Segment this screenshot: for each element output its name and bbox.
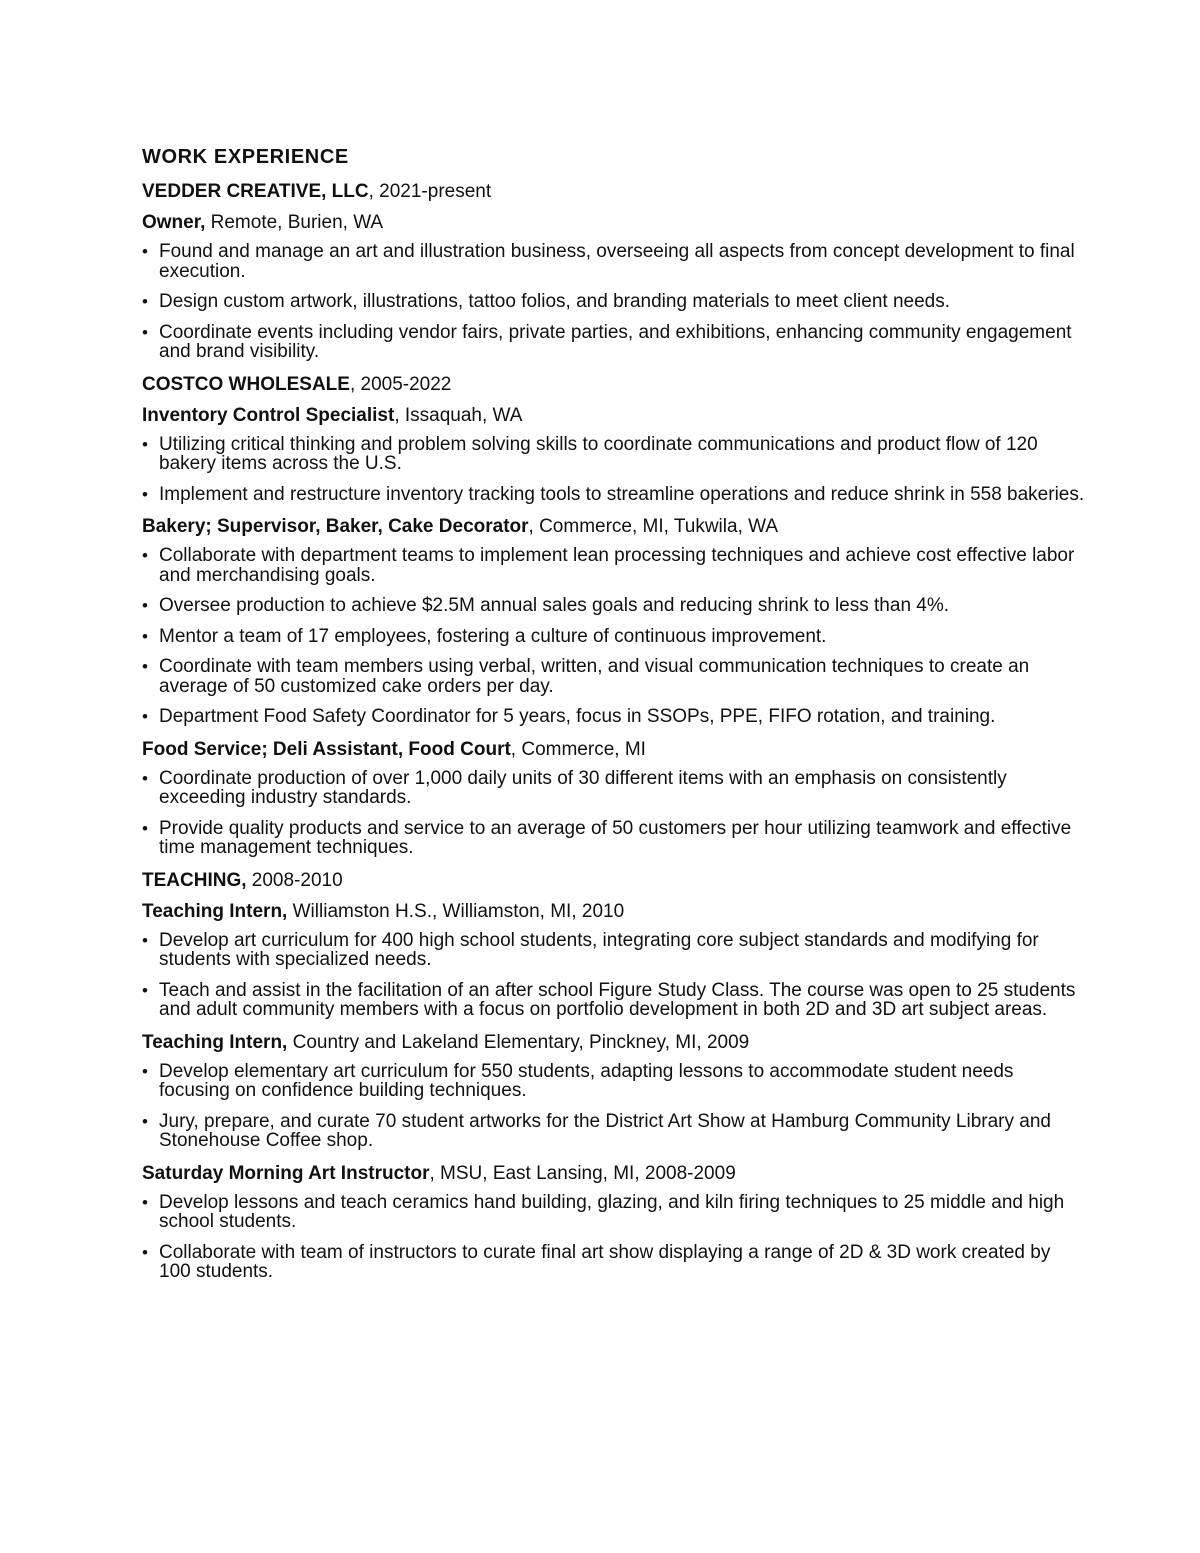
bullet-item: • Oversee production to achieve $2.5M annual sales goals and reducing shrink to less than 4%. (142, 596, 1087, 616)
employer-dates: , 2021-present (368, 181, 492, 202)
bullet-item: • Jury, prepare, and curate 70 student artworks for the District Art Show at Hamburg Community Library and Stonehouse Coffee shop. (142, 1112, 1087, 1151)
role-title: Saturday Morning Art Instructor (142, 1162, 430, 1184)
role-heading-food-service (142, 738, 1087, 762)
role-heading-williamston (142, 900, 1087, 924)
bullet-item: • Develop lessons and teach ceramics hand building, glazing, and kiln firing techniques to 25 middle and high school students. (142, 1193, 1087, 1232)
bullet-item: • Utilizing critical thinking and problem solving skills to coordinate communications and product flow of 120 bakery items across the U.S. (142, 435, 1087, 474)
bullet-item: • Found and manage an art and illustration business, overseeing all aspects from concept development to final execution. (142, 242, 1087, 281)
employer-name: COSTCO WHOLESALE (142, 373, 350, 395)
employer-name: TEACHING, (142, 869, 247, 891)
role-heading-owner (142, 211, 1087, 235)
bullet-item: • Develop art curriculum for 400 high school students, integrating core subject standards and modifying for students with specialized needs. (142, 931, 1087, 970)
role-heading-bakery (142, 515, 1087, 539)
role-title: Teaching Intern, (142, 900, 288, 922)
bullet-item: • Coordinate with team members using verbal, written, and visual communication techniques to create an average of 50 customized cake orders per day. (142, 657, 1087, 696)
bullet-item: • Develop elementary art curriculum for 550 students, adapting lessons to accommodate student needs focusing on confidence building techniques. (142, 1062, 1087, 1101)
role-heading-msu (142, 1162, 1087, 1186)
bullet-item: • Implement and restructure inventory tracking tools to streamline operations and reduce shrink in 558 bakeries. (142, 485, 1087, 505)
bullet-list (142, 931, 1087, 1020)
role-location: Remote, Burien, WA (205, 212, 384, 233)
bullet-item: • Mentor a team of 17 employees, fostering a culture of continuous improvement. (142, 627, 1087, 647)
bullet-item: • Provide quality products and service to an average of 50 customers per hour utilizing teamwork and effective time management techniques. (142, 819, 1087, 858)
role-title: Bakery; Supervisor, Baker, Cake Decorator (142, 516, 529, 537)
bullet-list (142, 1193, 1087, 1282)
role-location: , Commerce, MI (510, 738, 646, 760)
role-heading-pinckney (142, 1031, 1087, 1055)
role-title: Teaching Intern, (142, 1031, 288, 1053)
role-heading-inventory (142, 404, 1087, 428)
bullet-item: • Teach and assist in the facilitation of an after school Figure Study Class. The course was open to 25 students and adult community members with a focus on portfolio development in both 2D and 3D art subject areas. (142, 981, 1087, 1020)
role-title: Owner, (142, 212, 206, 233)
section-title: WORK EXPERIENCE (142, 146, 349, 168)
resume-page (142, 143, 1087, 1293)
bullet-item: • Collaborate with team of instructors to curate final art show displaying a range of 2D & 3D work created by 100 students. (142, 1243, 1087, 1282)
employer-heading-teaching (142, 869, 1087, 893)
role-location: Williamston H.S., Williamston, MI, 2010 (287, 900, 625, 922)
employer-heading-costco (142, 373, 1087, 397)
bullet-list (142, 1062, 1087, 1151)
bullet-list (142, 769, 1087, 858)
bullet-list (142, 242, 1087, 362)
employer-dates: , 2005-2022 (349, 373, 452, 395)
role-location: , MSU, East Lansing, MI, 2008-2009 (429, 1162, 736, 1184)
role-location: , Issaquah, WA (394, 404, 523, 426)
role-title: Food Service; Deli Assistant, Food Court (142, 738, 511, 760)
role-location: Country and Lakeland Elementary, Pinckney, MI, 2009 (287, 1031, 750, 1053)
bullet-item: • Collaborate with department teams to implement lean processing techniques and achieve cost effective labor and merchandising goals. (142, 546, 1087, 585)
bullet-list (142, 546, 1087, 727)
employer-heading-vedder (142, 180, 1087, 204)
bullet-item: • Department Food Safety Coordinator for 5 years, focus in SSOPs, PPE, FIFO rotation, and training. (142, 707, 1087, 727)
bullet-item: • Coordinate production of over 1,000 daily units of 30 different items with an emphasis on consistently exceeding industry standards. (142, 769, 1087, 808)
bullet-item: • Coordinate events including vendor fairs, private parties, and exhibitions, enhancing community engagement and brand visibility. (142, 323, 1087, 362)
bullet-item: • Design custom artwork, illustrations, tattoo folios, and branding materials to meet client needs. (142, 292, 1087, 312)
employer-name: VEDDER CREATIVE, LLC (142, 181, 369, 202)
employer-dates: 2008-2010 (246, 869, 343, 891)
role-location: , Commerce, MI, Tukwila, WA (528, 516, 779, 537)
bullet-list (142, 435, 1087, 505)
role-title: Inventory Control Specialist (142, 404, 395, 426)
